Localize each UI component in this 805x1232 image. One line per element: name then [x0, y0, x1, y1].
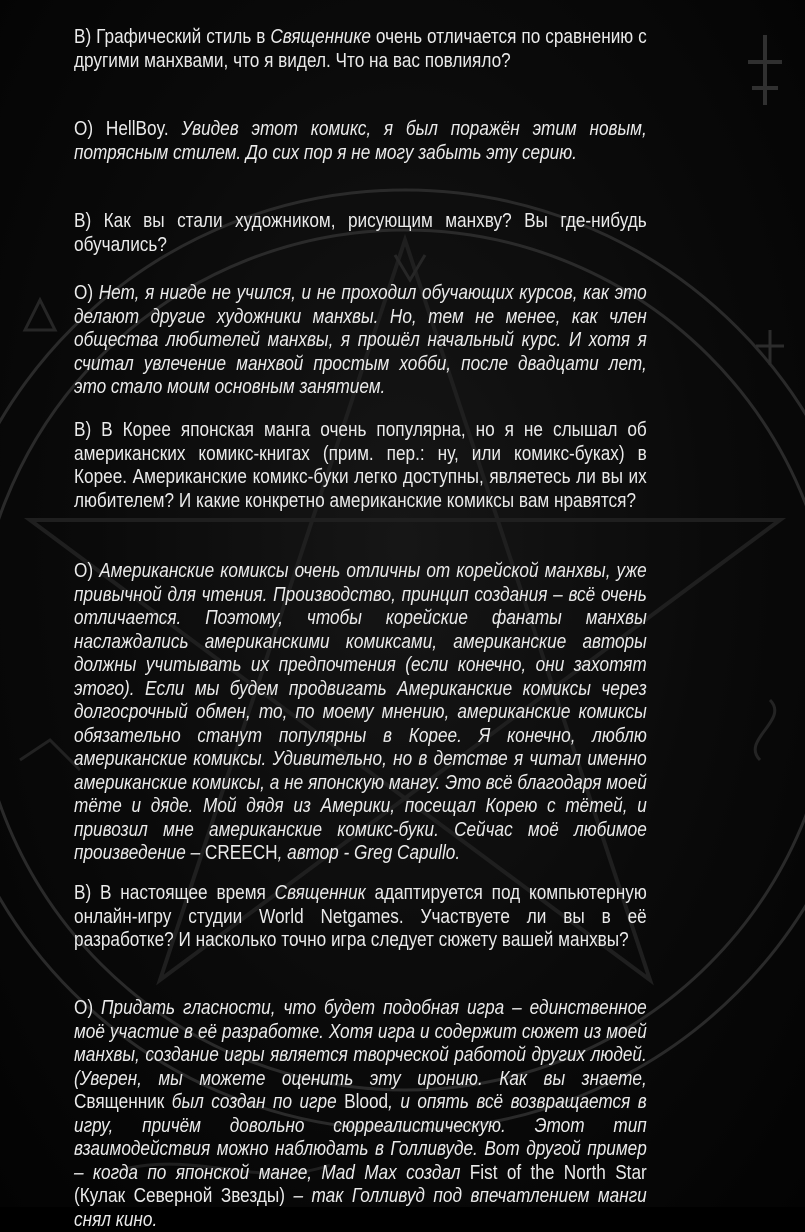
- answer-prefix: О): [74, 560, 94, 582]
- title-italic: Священнике: [270, 26, 371, 48]
- answer-block: [74, 118, 647, 165]
- answer-block: [74, 560, 647, 866]
- glyph-top: [395, 255, 425, 280]
- text-part: В настоящее время: [91, 882, 275, 904]
- answer-italic: Придать гласности, что будет подобная игра – единственное моё участие в её разработке. Хотя игра и содержит сюжет из моей манхвы, создание игры является творческой работой других людей. (Уверен, мы можете оценить эту иронию. Как вы знаете,: [74, 997, 647, 1090]
- answer-block: [74, 282, 647, 400]
- film-title: Fist of the North Star (Кулак Северной Звезды): [74, 1161, 647, 1207]
- question-block: [74, 26, 647, 73]
- text-part: очень отличается по сравнению с другими манхвами, что я видел. Что на вас повлияло?: [74, 26, 647, 72]
- question-text: [74, 419, 647, 513]
- manhwa-title: Священник: [74, 1091, 165, 1113]
- question-prefix: В): [74, 210, 92, 232]
- answer-text: [74, 282, 647, 400]
- answer-text: [74, 560, 647, 866]
- glyph-right-lower: [755, 700, 775, 760]
- glyph-left-lower: [20, 740, 80, 770]
- question-prefix: В): [74, 419, 92, 441]
- question-block: [74, 210, 647, 257]
- answer-italic: Американские комиксы очень отличны от корейской манхвы, уже привычной для чтения. Производство, принцип создания – всё очень отличается. Поэтому, чтобы корейские фанаты манхвы наслаждались американскими комиксами, американские авторы должны учитывать их предпочтения (если конечно, они захотят этого). Если мы будем продвигать Американские комиксы через долгосрочный обмен, то, по моему мнению, американские комиксы обязательно станут популярны в Корее. Я конечно, люблю американские комиксы. Удивительно, но в детстве я читал именно американские комиксы, а не японскую мангу. Это всё благодаря моей тёте и дяде. Мой дядя из Америки, посещал Корею с тётей, и привозил мне американские комикс-буки. Сейчас моё любимое произведение –: [74, 560, 647, 864]
- text-part: Графический стиль в: [91, 26, 271, 48]
- answer-text: [74, 997, 647, 1232]
- question-block: [74, 419, 647, 513]
- cross-symbol-right: [756, 330, 784, 365]
- answer-italic: – так Голливуд под впечатлением манги снял кино.: [74, 1185, 647, 1231]
- answer-prefix: О): [74, 118, 94, 140]
- comic-title: CREECH: [204, 842, 278, 864]
- answer-prefix: О): [74, 997, 94, 1019]
- text-part: адаптируется под компьютерную онлайн-игру студии World Netgames. Участвуете ли вы в её разработке? И насколько точно игра следует сюжету вашей манхвы?: [74, 882, 647, 951]
- question-text: [74, 210, 647, 257]
- answer-italic: , и опять всё возвращается в игру, причём довольно сюрреалистическую. Этот тип взаимодействия можно наблюдать в Голливуде. Вот другой пример – когда по японской манге, Mad Max создал: [74, 1091, 647, 1184]
- question-prefix: В): [74, 882, 92, 904]
- text-part: HellBoy.: [93, 118, 182, 140]
- answer-text: [74, 118, 647, 165]
- answer-prefix: О): [74, 282, 94, 304]
- text-part: Как вы стали художником, рисующим манхву? Вы где-нибудь обучались?: [74, 210, 647, 256]
- answer-italic: Увидев этот комикс, я был поражён этим новым, потрясным стилем. До сих пор я не могу забыть эту серию.: [74, 118, 647, 164]
- text-part: В Корее японская манга очень популярна, но я не слышал об американских комикс-книгах (прим. пер.: ну, или комикс-буках) в Корее. Американские комикс-буки легко доступны, являетесь ли вы их любителем? И какие конкретно американские комиксы вам нравятся?: [74, 419, 647, 512]
- title-italic: Священник: [274, 882, 366, 904]
- cross-symbol-top-right: [748, 35, 782, 105]
- question-text: [74, 882, 647, 953]
- game-title: Blood: [344, 1091, 389, 1113]
- glyph-left: [25, 300, 55, 330]
- answer-italic: был создан по игре: [164, 1091, 345, 1113]
- question-block: [74, 882, 647, 953]
- answer-block: [74, 997, 647, 1232]
- question-prefix: В): [74, 26, 92, 48]
- answer-italic: Нет, я нигде не учился, и не проходил обучающих курсов, как это делают другие художники манхвы. Но, тем не менее, как член общества любителей манхвы, я прошёл начальный курс. И хотя я считал увлечение манхвой простым хобби, после двадцати лет, это стало моим основным занятием.: [74, 282, 647, 398]
- answer-italic: , автор - Greg Capullo.: [277, 842, 461, 864]
- question-text: [74, 26, 647, 73]
